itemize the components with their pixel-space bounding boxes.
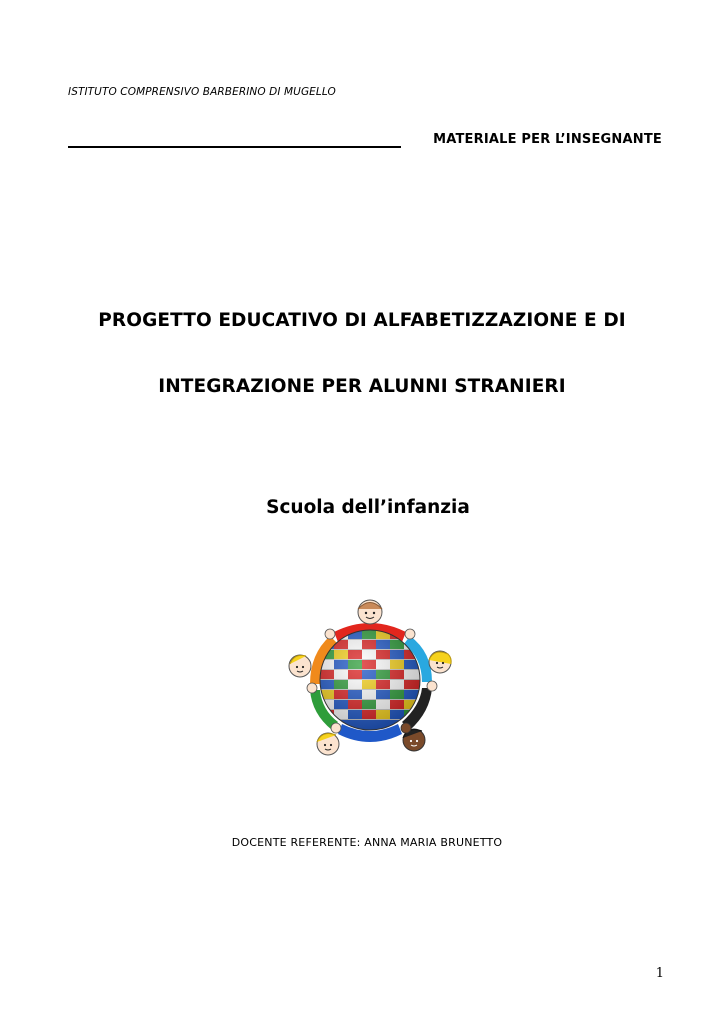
page-number: 1 <box>655 966 664 981</box>
subtitle: Scuola dell’infanzia <box>266 497 470 518</box>
institute-name: ISTITUTO COMPRENSIVO BARBERINO DI MUGELLO <box>68 86 336 98</box>
title-line-1: PROGETTO EDUCATIVO DI ALFABETIZZAZIONE E DI <box>98 310 626 331</box>
material-label: MATERIALE PER L’INSEGNANTE <box>433 132 662 147</box>
underline-rule <box>68 146 401 148</box>
teacher-reference: DOCENTE REFERENTE: ANNA MARIA BRUNETTO <box>231 836 503 849</box>
material-header <box>68 130 662 150</box>
title-line-2: INTEGRAZIONE PER ALUNNI STRANIERI <box>158 376 566 397</box>
children-around-globe-icon <box>282 592 458 764</box>
